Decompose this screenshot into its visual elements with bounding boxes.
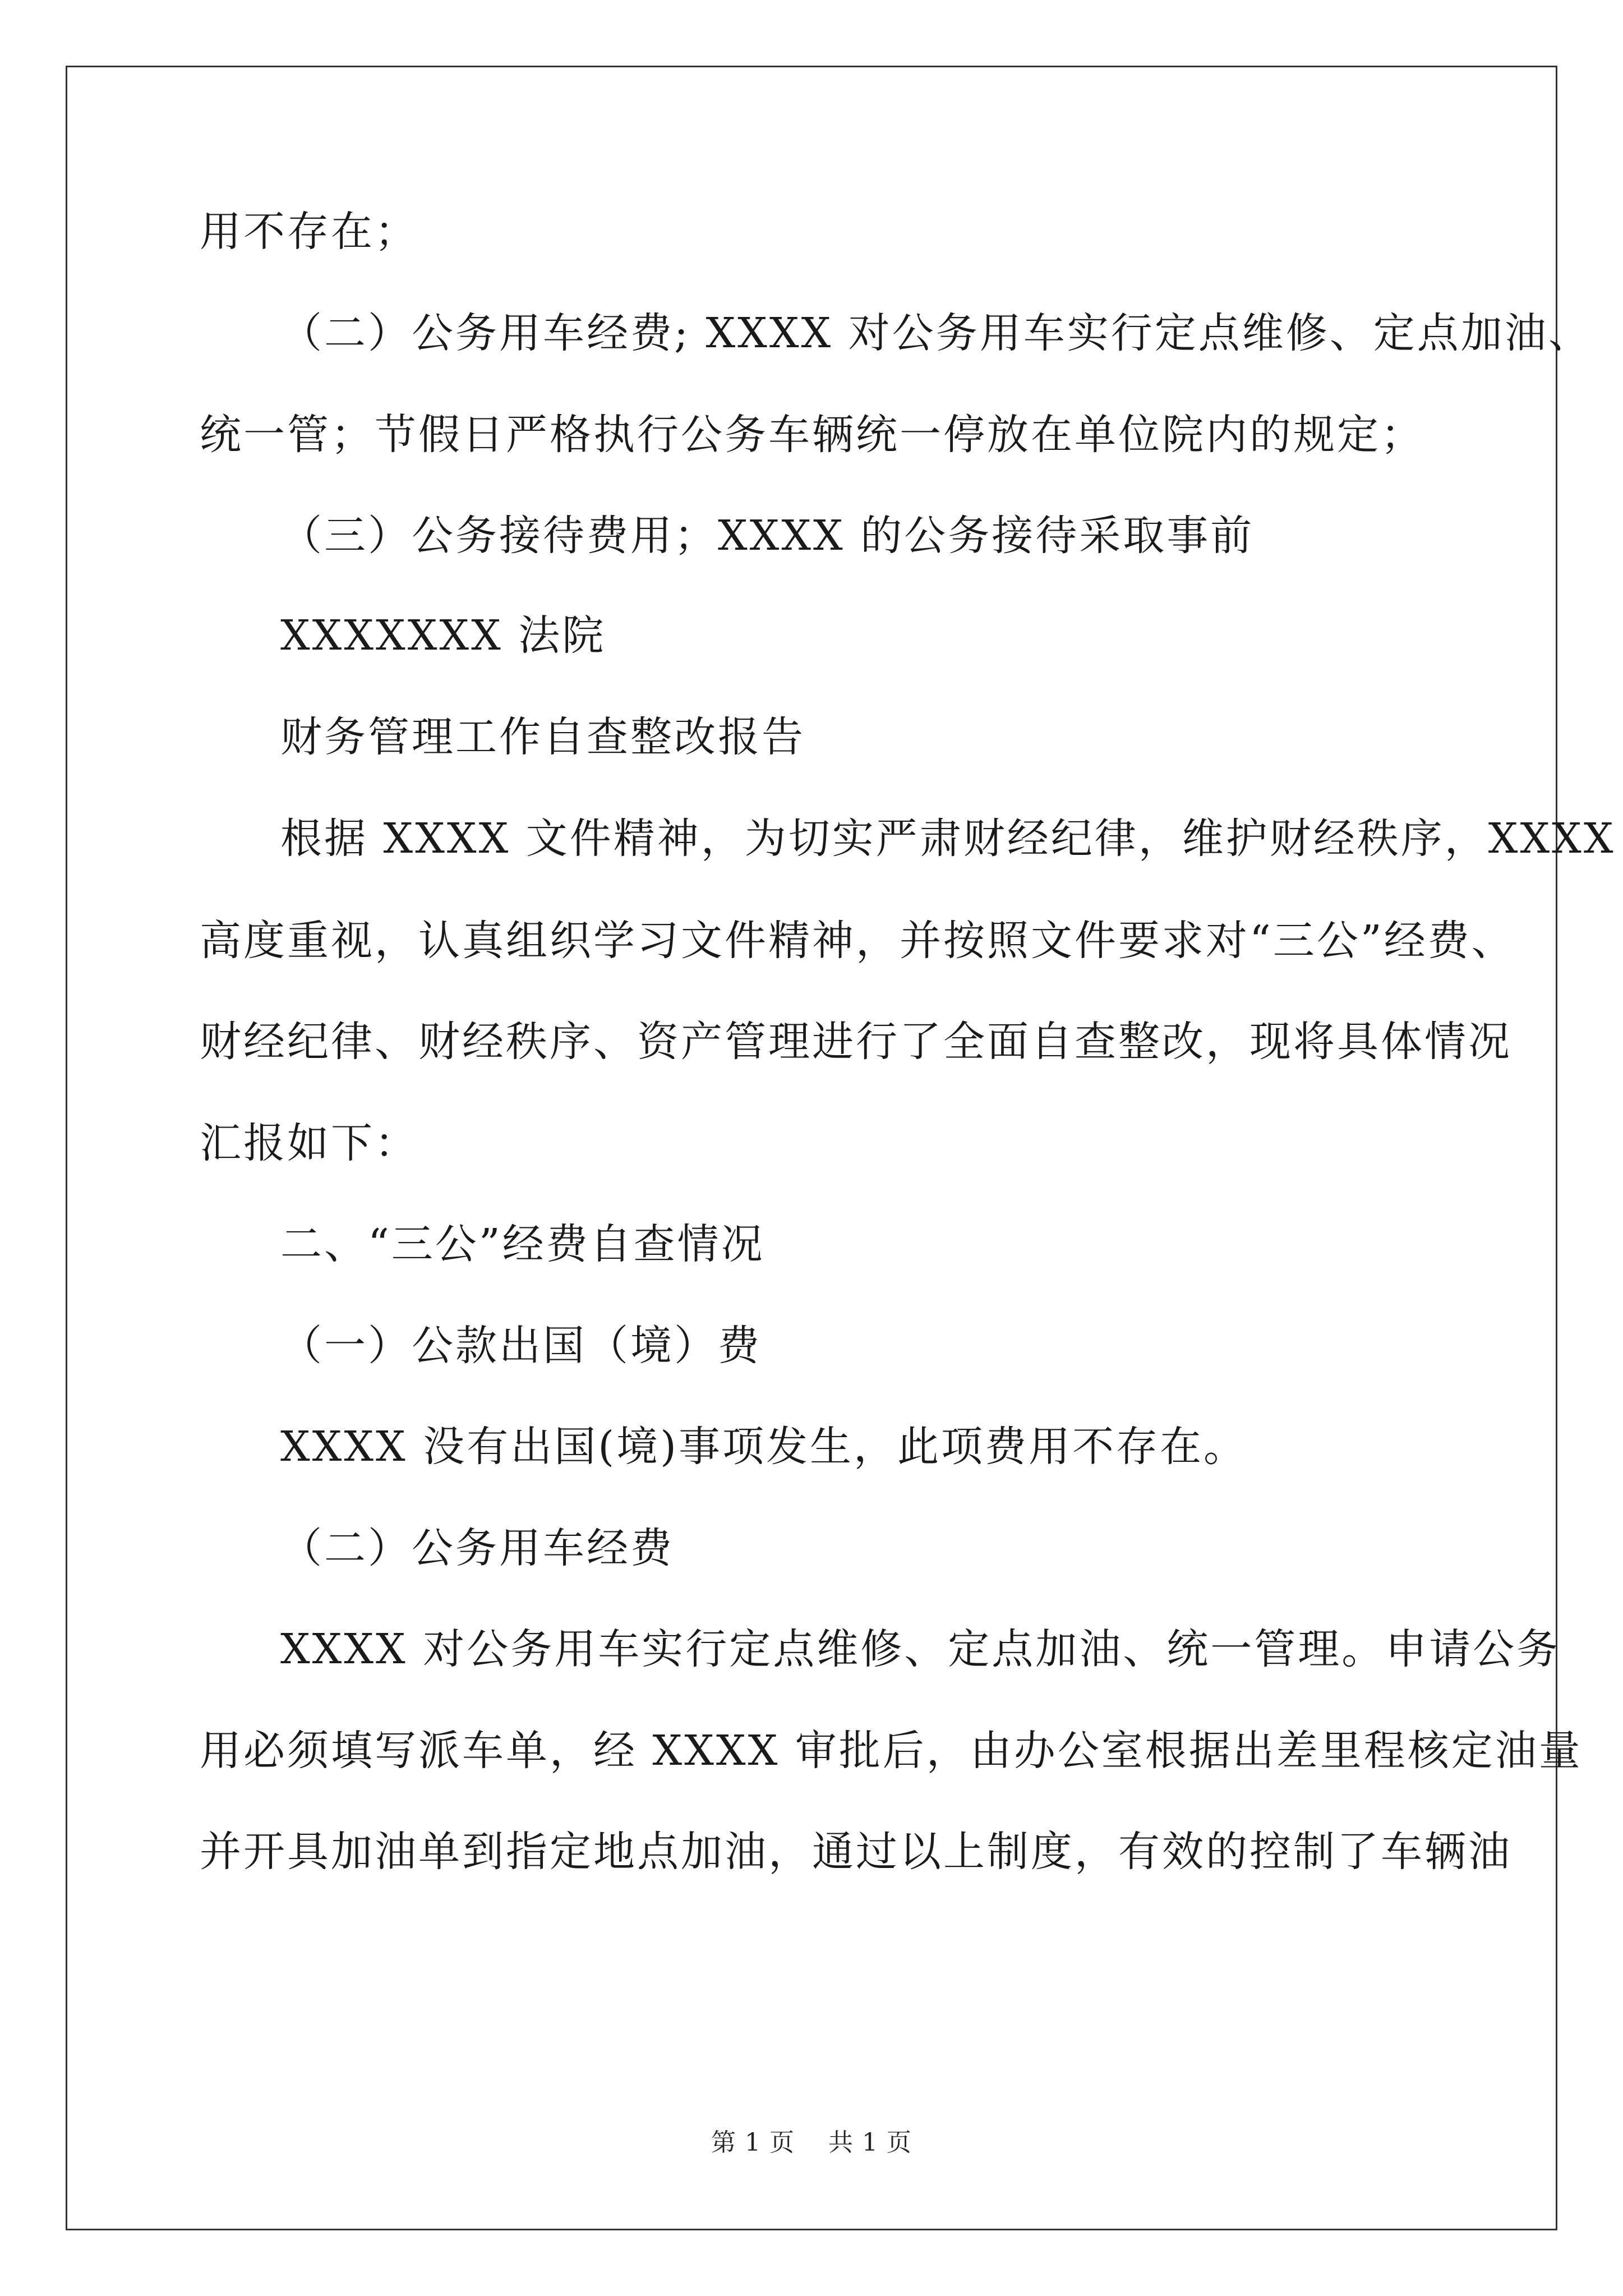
- org-name-line: XXXXXXX 法院: [280, 611, 606, 660]
- body-line-2: （二）公务用车经费; XXXX 对公务用车实行定点维修、定点加油、: [280, 309, 1592, 357]
- body-line-15: XXXX 对公务用车实行定点维修、定点加油、统一管理。申请公务: [280, 1625, 1561, 1673]
- subsection-heading-2: （二）公务用车经费: [280, 1524, 674, 1572]
- body-line-4: （三）公务接待费用；XXXX 的公务接待采取事前: [280, 512, 1255, 560]
- body-line-17: 并开具加油单到指定地点加油，通过以上制度，有效的控制了车辆油: [200, 1828, 1512, 1876]
- page-number: 第 1 页: [711, 2128, 795, 2157]
- body-line-3: 统一管；节假日严格执行公务车辆统一停放在单位院内的规定；: [200, 411, 1424, 459]
- page-footer: [0, 2128, 1623, 2157]
- body-line-7: 根据 XXXX 文件精神，为切实严肃财经纪律，维护财经秩序，XXXX: [280, 815, 1616, 863]
- page-total: 共 1 页: [828, 2128, 912, 2157]
- body-line-13: XXXX 没有出国(境)事项发生，此项费用不存在。: [280, 1423, 1247, 1471]
- section-heading-2: 二、“三公”经费自查情况: [280, 1220, 765, 1268]
- body-line-10: 汇报如下：: [200, 1119, 418, 1167]
- body-line-1: 用不存在；: [200, 208, 418, 256]
- body-line-16: 用必须填写派车单，经 XXXX 审批后，由办公室根据出差里程核定油量: [200, 1727, 1583, 1775]
- report-title-line: 财务管理工作自查整改报告: [280, 713, 805, 761]
- body-line-8: 高度重视，认真组织学习文件精神，并按照文件要求对“三公”经费、: [200, 917, 1515, 965]
- body-line-9: 财经纪律、财经秩序、资产管理进行了全面自查整改，现将具体情况: [200, 1018, 1512, 1066]
- subsection-heading-1: （一）公款出国（境）费: [280, 1322, 762, 1370]
